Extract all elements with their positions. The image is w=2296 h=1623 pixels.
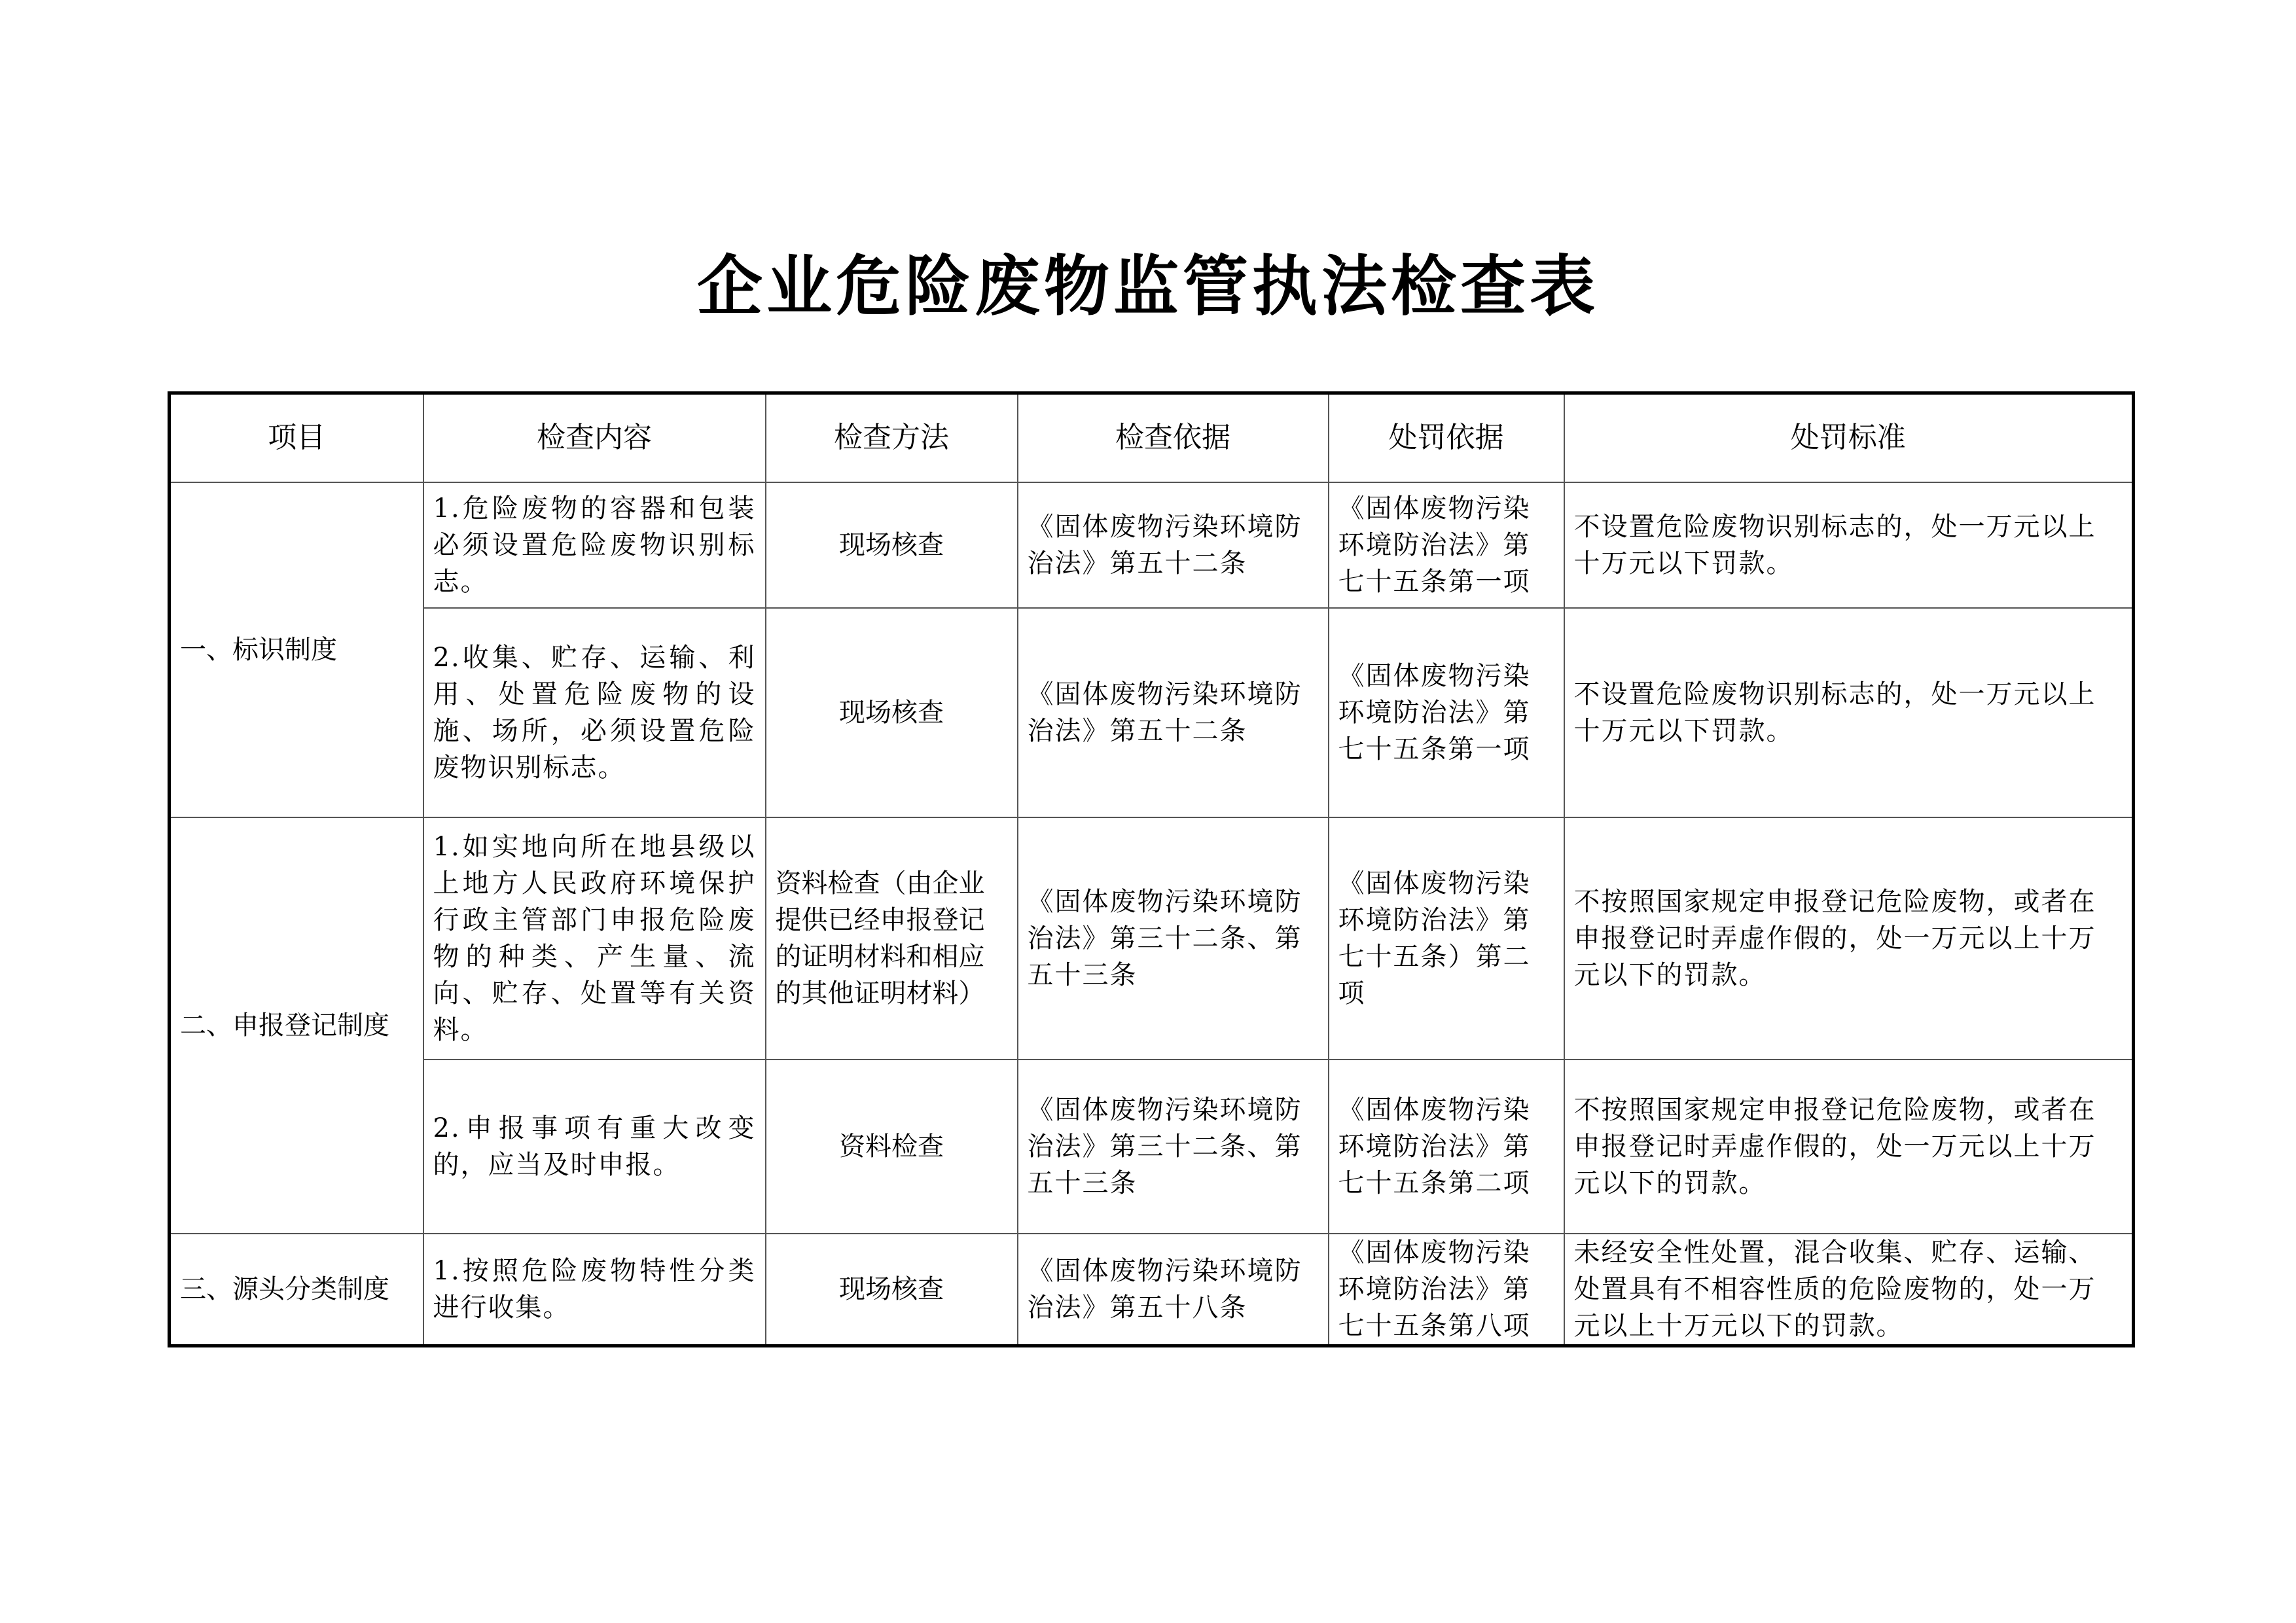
check-method-cell: 资料检查: [766, 1060, 1018, 1234]
penalty-basis-cell: 《固体废物污染环境防治法》第七十五条）第二项: [1329, 817, 1564, 1060]
header-item: 项目: [170, 393, 423, 482]
category-cell: 一、标识制度: [170, 482, 423, 817]
check-basis-cell: 《固体废物污染环境防治法》第三十二条、第五十三条: [1018, 817, 1329, 1060]
check-method-cell: 资料检查（由企业提供已经申报登记的证明材料和相应的其他证明材料）: [766, 817, 1018, 1060]
header-row: [170, 393, 2134, 482]
penalty-basis-cell: 《固体废物污染环境防治法》第七十五条第一项: [1329, 608, 1564, 817]
check-basis-cell: 《固体废物污染环境防治法》第五十二条: [1018, 482, 1329, 608]
category-cell: 二、申报登记制度: [170, 817, 423, 1234]
header-penalty-basis: 处罚依据: [1329, 393, 1564, 482]
penalty-standard-cell: 不按照国家规定申报登记危险废物，或者在申报登记时弄虚作假的，处一万元以上十万元以下的罚款。: [1564, 817, 2134, 1060]
table-row: [170, 482, 2134, 608]
table-row: [170, 817, 2134, 1060]
check-content-cell: 1.按照危险废物特性分类进行收集。: [423, 1234, 766, 1346]
penalty-standard-cell: 不设置危险废物识别标志的，处一万元以上十万元以下罚款。: [1564, 482, 2134, 608]
check-basis-cell: 《固体废物污染环境防治法》第三十二条、第五十三条: [1018, 1060, 1329, 1234]
check-method-cell: 现场核查: [766, 608, 1018, 817]
check-basis-cell: 《固体废物污染环境防治法》第五十二条: [1018, 608, 1329, 817]
header-penalty-standard: 处罚标准: [1564, 393, 2134, 482]
check-content-cell: 1.危险废物的容器和包装必须设置危险废物识别标志。: [423, 482, 766, 608]
penalty-standard-cell: 不按照国家规定申报登记危险废物，或者在申报登记时弄虚作假的，处一万元以上十万元以下的罚款。: [1564, 1060, 2134, 1234]
check-content-cell: 2.申报事项有重大改变的，应当及时申报。: [423, 1060, 766, 1234]
header-method: 检查方法: [766, 393, 1018, 482]
table-row: [170, 608, 2134, 817]
header-content: 检查内容: [423, 393, 766, 482]
page-title: 企业危险废物监管执法检查表: [697, 247, 1599, 325]
header-basis: 检查依据: [1018, 393, 1329, 482]
inspection-table: [168, 391, 2135, 1347]
check-method-cell: 现场核查: [766, 482, 1018, 608]
penalty-basis-cell: 《固体废物污染环境防治法》第七十五条第二项: [1329, 1060, 1564, 1234]
penalty-standard-cell: 未经安全性处置，混合收集、贮存、运输、处置具有不相容性质的危险废物的，处一万元以上十万元以下的罚款。: [1564, 1234, 2134, 1346]
check-basis-cell: 《固体废物污染环境防治法》第五十八条: [1018, 1234, 1329, 1346]
penalty-basis-cell: 《固体废物污染环境防治法》第七十五条第八项: [1329, 1234, 1564, 1346]
check-content-cell: 2.收集、贮存、运输、利用、处置危险废物的设施、场所，必须设置危险废物识别标志。: [423, 608, 766, 817]
check-method-cell: 现场核查: [766, 1234, 1018, 1346]
check-content-cell: 1.如实地向所在地县级以上地方人民政府环境保护行政主管部门申报危险废物的种类、产生量、流向、贮存、处置等有关资料。: [423, 817, 766, 1060]
category-cell: 三、源头分类制度: [170, 1234, 423, 1346]
penalty-standard-cell: 不设置危险废物识别标志的，处一万元以上十万元以下罚款。: [1564, 608, 2134, 817]
penalty-basis-cell: 《固体废物污染环境防治法》第七十五条第一项: [1329, 482, 1564, 608]
table-row: [170, 1234, 2134, 1346]
table-row: [170, 1060, 2134, 1234]
